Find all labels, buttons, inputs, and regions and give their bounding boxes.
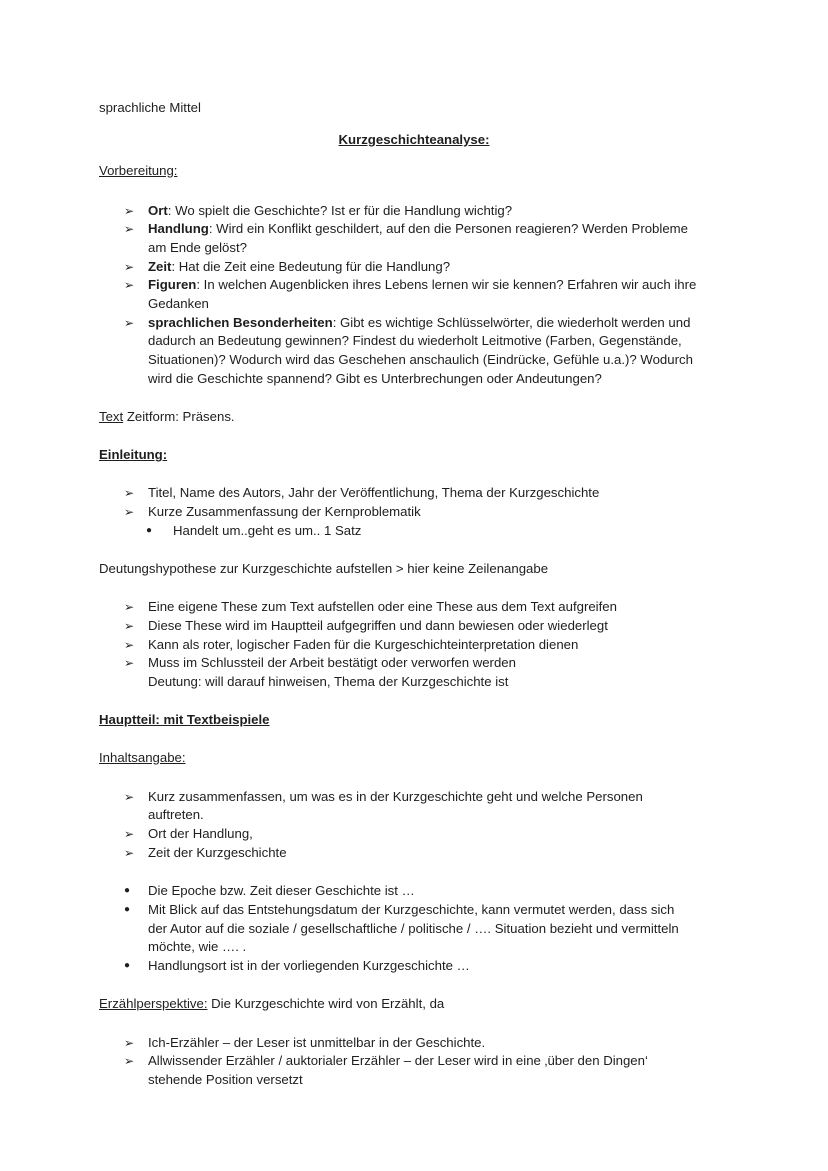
list-item: Figuren: In welchen Augenblicken ihres Lebens lernen wir sie kennen? Erfahren wir auch ihre xyxy=(148,277,697,292)
list-item-continuation: Gedanken xyxy=(148,296,209,311)
dot-bullet-icon: ● xyxy=(124,885,131,896)
sub-list-item: Handelt um..geht es um.. 1 Satz xyxy=(173,523,362,538)
list-item: Allwissender Erzähler / auktorialer Erzähler – der Leser wird in eine ‚über den Dingen‘ xyxy=(148,1053,648,1068)
list-item: sprachlichen Besonderheiten: Gibt es wichtige Schlüsselwörter, die wiederholt werden und xyxy=(148,315,691,330)
arrow-bullet-icon: ➢ xyxy=(124,204,135,218)
section-heading-vorbereitung: Vorbereitung: xyxy=(99,163,178,178)
section-heading-einleitung: Einleitung: xyxy=(99,447,168,462)
list-item-continuation: am Ende gelöst? xyxy=(148,240,247,255)
dot-bullet-icon: ● xyxy=(146,525,153,536)
list-item-continuation: Deutung: will darauf hinweisen, Thema der Kurzgeschichte ist xyxy=(148,674,509,689)
list-item: Ort der Handlung, xyxy=(148,826,253,841)
bullet-item-continuation: der Autor auf die soziale / gesellschaftliche / politische / …. Situation bezieht und vermitteln xyxy=(148,921,679,936)
section-heading-inhaltsangabe: Inhaltsangabe: xyxy=(99,750,186,765)
erzaehlperspektive-line: Erzählperspektive: Die Kurzgeschichte wird von Erzählt, da xyxy=(99,996,445,1011)
zeitform-line: Text Zeitform: Präsens. xyxy=(99,409,235,424)
list-item: Ich-Erzähler – der Leser ist unmittelbar in der Geschichte. xyxy=(148,1035,486,1050)
arrow-bullet-icon: ➢ xyxy=(124,600,135,614)
arrow-bullet-icon: ➢ xyxy=(124,505,135,519)
header-note: sprachliche Mittel xyxy=(99,100,201,115)
arrow-bullet-icon: ➢ xyxy=(124,827,135,841)
list-item: Muss im Schlussteil der Arbeit bestätigt oder verworfen werden xyxy=(148,655,516,670)
arrow-bullet-icon: ➢ xyxy=(124,656,135,670)
arrow-bullet-icon: ➢ xyxy=(124,790,135,804)
arrow-bullet-icon: ➢ xyxy=(124,278,135,292)
arrow-bullet-icon: ➢ xyxy=(124,316,135,330)
list-item: Kann als roter, logischer Faden für die Kurgeschichteinterpretation dienen xyxy=(148,637,579,652)
arrow-bullet-icon: ➢ xyxy=(124,619,135,633)
deutung-intro: Deutungshypothese zur Kurzgeschichte aufstellen > hier keine Zeilenangabe xyxy=(99,561,549,576)
list-item-continuation: auftreten. xyxy=(148,807,204,822)
list-item: Diese These wird im Hauptteil aufgegriffen und dann bewiesen oder wiederlegt xyxy=(148,618,608,633)
bullet-item: Handlungsort ist in der vorliegenden Kurzgeschichte … xyxy=(148,958,470,973)
list-item-continuation: dadurch an Bedeutung gewinnen? Findest du wiederholt Leitmotive (Farben, Gegenstände, xyxy=(148,333,682,348)
dot-bullet-icon: ● xyxy=(124,904,131,915)
section-heading-hauptteil: Hauptteil: mit Textbeispiele xyxy=(99,712,270,727)
arrow-bullet-icon: ➢ xyxy=(124,1036,135,1050)
list-item-continuation: wird die Geschichte spannend? Gibt es Unterbrechungen oder Andeutungen? xyxy=(148,371,602,386)
arrow-bullet-icon: ➢ xyxy=(124,486,135,500)
arrow-bullet-icon: ➢ xyxy=(124,1054,135,1068)
list-item: Titel, Name des Autors, Jahr der Veröffentlichung, Thema der Kurzgeschichte xyxy=(148,485,600,500)
page-title: Kurzgeschichteanalyse: xyxy=(338,132,490,147)
list-item-continuation: stehende Position versetzt xyxy=(148,1072,303,1087)
list-item: Handlung: Wird ein Konflikt geschildert, auf den die Personen reagieren? Werden Probleme xyxy=(148,221,688,236)
list-item: Eine eigene These zum Text aufstellen oder eine These aus dem Text aufgreifen xyxy=(148,599,617,614)
bullet-item-continuation: möchte, wie …. . xyxy=(148,939,247,954)
arrow-bullet-icon: ➢ xyxy=(124,638,135,652)
arrow-bullet-icon: ➢ xyxy=(124,222,135,236)
list-item: Kurze Zusammenfassung der Kernproblematik xyxy=(148,504,421,519)
bullet-item: Die Epoche bzw. Zeit dieser Geschichte ist … xyxy=(148,883,415,898)
bullet-item: Mit Blick auf das Entstehungsdatum der Kurzgeschichte, kann vermutet werden, dass sich xyxy=(148,902,675,917)
dot-bullet-icon: ● xyxy=(124,960,131,971)
arrow-bullet-icon: ➢ xyxy=(124,260,135,274)
arrow-bullet-icon: ➢ xyxy=(124,846,135,860)
list-item: Ort: Wo spielt die Geschichte? Ist er für die Handlung wichtig? xyxy=(148,203,513,218)
list-item-continuation: Situationen)? Wodurch wird das Geschehen anschaulich (Eindrücke, Gefühle u.a.)? Wodurch xyxy=(148,352,693,367)
list-item: Kurz zusammenfassen, um was es in der Kurzgeschichte geht und welche Personen xyxy=(148,789,643,804)
list-item: Zeit der Kurzgeschichte xyxy=(148,845,287,860)
list-item: Zeit: Hat die Zeit eine Bedeutung für die Handlung? xyxy=(148,259,451,274)
